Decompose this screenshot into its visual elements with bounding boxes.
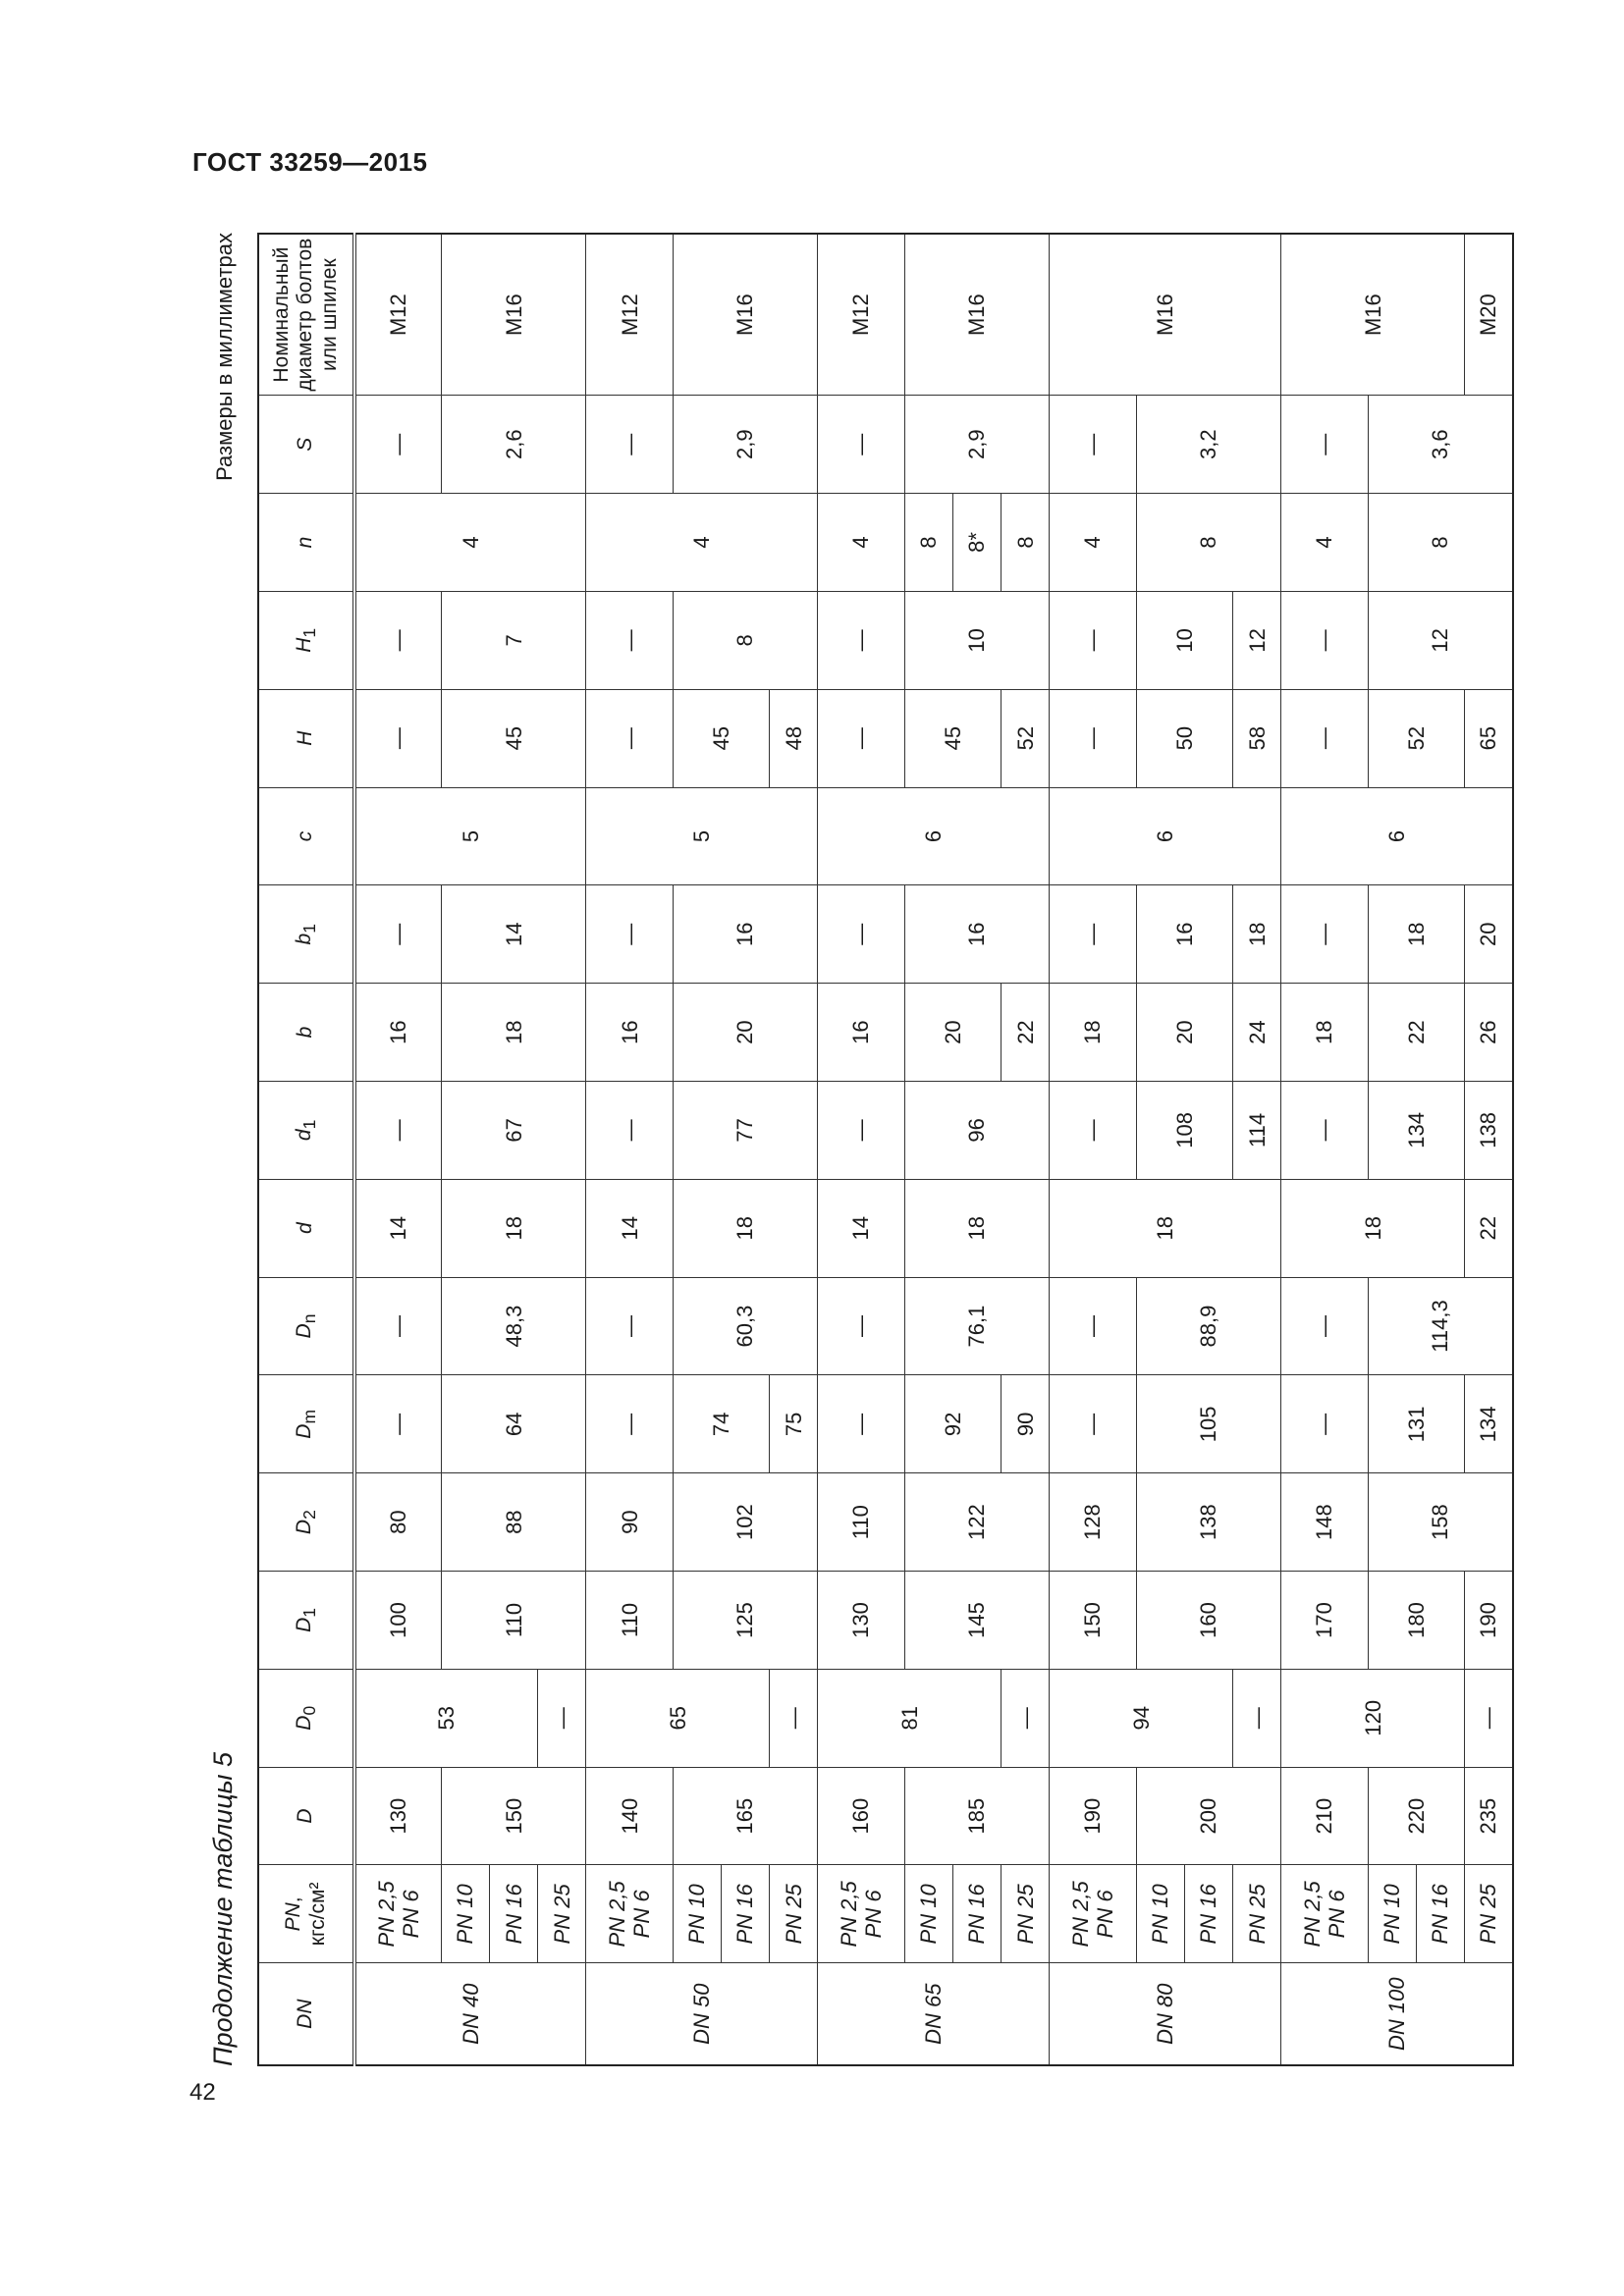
cell-d: 18 [673,1179,818,1277]
page-header-title: ГОСТ 33259—2015 [192,147,428,177]
cell-Dm: 90 [1001,1375,1050,1473]
cell-S: — [354,396,441,494]
cell-Dn: — [586,1277,673,1375]
cell-D1: 110 [586,1572,673,1670]
pn-cell: PN 16 [953,1865,1001,1963]
cell-b: 18 [1281,984,1368,1082]
table-continuation-caption: Продолжение таблицы 5 [208,1751,238,2066]
cell-n: 8 [904,494,952,592]
cell-H: 48 [770,689,818,787]
cell-b: 24 [1233,984,1281,1082]
cell-d: 18 [1281,1179,1465,1277]
cell-D1: 145 [904,1572,1050,1670]
cell-D2: 90 [586,1473,673,1572]
dn-cell: DN 40 [354,1963,586,2065]
pn-cell: PN 2,5 PN 6 [354,1865,441,1963]
cell-b1: — [1050,885,1136,984]
cell-Dm: — [354,1375,441,1473]
pn-cell: PN 16 [1184,1865,1232,1963]
cell-H: 65 [1465,689,1513,787]
cell-D1: 110 [441,1572,586,1670]
cell-n: 4 [586,494,818,592]
header-D: D [258,1767,354,1865]
pn-cell: PN 10 [1136,1865,1184,1963]
cell-b1: — [1281,885,1368,984]
cell-D1: 150 [1050,1572,1136,1670]
cell-Dn: — [818,1277,904,1375]
header-b1: $b_1$ [258,885,354,984]
cell-D0: 81 [818,1669,1001,1767]
cell-H1: — [586,591,673,689]
cell-n: 4 [818,494,904,592]
cell-H1: 12 [1368,591,1513,689]
cell-Dn: — [1281,1277,1368,1375]
cell-Dn: — [1050,1277,1136,1375]
cell-n: 8 [1368,494,1513,592]
cell-b1: 16 [673,885,818,984]
cell-D0: — [1001,1669,1050,1767]
page-number: 42 [189,2079,216,2106]
cell-H1: 8 [673,591,818,689]
pn-cell: PN 16 [1416,1865,1464,1963]
pn-cell: PN 16 [490,1865,538,1963]
table-row [354,234,441,2065]
dn-cell: DN 50 [586,1963,818,2065]
table-row [1136,234,1184,2065]
cell-n: 8 [1001,494,1050,592]
cell-Dm: 75 [770,1375,818,1473]
cell-H: 45 [673,689,769,787]
cell-D0: — [538,1669,586,1767]
cell-D0: 120 [1281,1669,1465,1767]
cell-Dm: 74 [673,1375,769,1473]
cell-d1: 67 [441,1081,586,1179]
flange-dimensions-table [257,233,1514,2066]
header-n: n [258,494,354,592]
cell-bolt: M12 [818,234,904,396]
pn-cell: PN 25 [1001,1865,1050,1963]
cell-D1: 160 [1136,1572,1281,1670]
header-row [258,234,354,2065]
cell-H1: — [818,591,904,689]
cell-d1: — [1050,1081,1136,1179]
cell-D: 160 [818,1767,904,1865]
cell-D: 235 [1465,1767,1513,1865]
cell-bolt: M20 [1465,234,1513,396]
table-row [818,234,904,2065]
cell-S: 2,9 [904,396,1050,494]
cell-D2: 158 [1368,1473,1513,1572]
cell-c: 6 [818,787,1050,885]
cell-D: 220 [1368,1767,1464,1865]
cell-H1: 10 [904,591,1050,689]
cell-H: 50 [1136,689,1232,787]
cell-d1: 138 [1465,1081,1513,1179]
header-S: S [258,396,354,494]
cell-D0: — [770,1669,818,1767]
cell-D2: 128 [1050,1473,1136,1572]
cell-Dn: 48,3 [441,1277,586,1375]
cell-D1: 100 [354,1572,441,1670]
cell-n: 4 [1281,494,1368,592]
cell-H: 45 [904,689,1001,787]
cell-H1: 7 [441,591,586,689]
cell-bolt: M12 [354,234,441,396]
cell-D2: 102 [673,1473,818,1572]
dn-cell: DN 80 [1050,1963,1281,2065]
cell-d: 14 [818,1179,904,1277]
cell-H: 58 [1233,689,1281,787]
cell-b1: — [818,885,904,984]
cell-D1: 125 [673,1572,818,1670]
cell-b: 20 [673,984,818,1082]
cell-D2: 122 [904,1473,1050,1572]
cell-Dn: 76,1 [904,1277,1050,1375]
pn-cell: PN 10 [904,1865,952,1963]
pn-cell: PN 10 [441,1865,489,1963]
units-caption: Размеры в миллиметрах [212,233,237,481]
cell-c: 5 [586,787,818,885]
cell-d1: 96 [904,1081,1050,1179]
cell-b1: — [586,885,673,984]
cell-D1: 180 [1368,1572,1464,1670]
cell-b: 16 [818,984,904,1082]
pn-cell: PN 2,5 PN 6 [1281,1865,1368,1963]
cell-d1: 134 [1368,1081,1464,1179]
cell-D: 150 [441,1767,586,1865]
cell-d1: 108 [1136,1081,1232,1179]
cell-c: 5 [354,787,586,885]
pn-cell: PN 16 [722,1865,770,1963]
cell-H: — [354,689,441,787]
cell-Dm: — [586,1375,673,1473]
cell-S: — [586,396,673,494]
cell-Dm: 92 [904,1375,1001,1473]
cell-H: 52 [1001,689,1050,787]
cell-b1: 18 [1233,885,1281,984]
cell-D2: 80 [354,1473,441,1572]
cell-d1: — [586,1081,673,1179]
pn-cell: PN 25 [770,1865,818,1963]
table-row [586,234,673,2065]
header-Dm: $D_m$ [258,1375,354,1473]
cell-Dm: — [1281,1375,1368,1473]
cell-S: 2,6 [441,396,586,494]
cell-d: 22 [1465,1179,1513,1277]
cell-d1: — [1281,1081,1368,1179]
cell-D1: 130 [818,1572,904,1670]
cell-b: 22 [1001,984,1050,1082]
cell-bolt: M12 [586,234,673,396]
header-c: c [258,787,354,885]
cell-Dn: 60,3 [673,1277,818,1375]
cell-D1: 190 [1465,1572,1513,1670]
pn-cell: PN 25 [1233,1865,1281,1963]
header-d: d [258,1179,354,1277]
dn-cell: DN 65 [818,1963,1050,2065]
cell-S: — [1050,396,1136,494]
cell-Dm: 105 [1136,1375,1281,1473]
cell-D2: 88 [441,1473,586,1572]
cell-b: 16 [586,984,673,1082]
cell-S: — [1281,396,1368,494]
header-bolt-diameter: Номинальный диаметр болтов или шпилек [258,234,354,396]
cell-H1: — [1050,591,1136,689]
cell-b1: — [354,885,441,984]
cell-Dm: 131 [1368,1375,1464,1473]
cell-S: 3,2 [1136,396,1281,494]
cell-Dm: — [818,1375,904,1473]
cell-H1: 12 [1233,591,1281,689]
cell-n: 4 [354,494,586,592]
cell-H1: — [354,591,441,689]
cell-d: 18 [441,1179,586,1277]
pn-cell: PN 25 [1465,1865,1513,1963]
cell-D: 200 [1136,1767,1281,1865]
cell-Dm: 134 [1465,1375,1513,1473]
cell-n: 8 [1136,494,1281,592]
cell-b: 22 [1368,984,1464,1082]
cell-d1: 114 [1233,1081,1281,1179]
cell-bolt: M16 [904,234,1050,396]
cell-H: — [1050,689,1136,787]
pn-cell: PN 10 [673,1865,721,1963]
cell-Dn: — [354,1277,441,1375]
header-Dn: $D_n$ [258,1277,354,1375]
cell-Dn: 114,3 [1368,1277,1513,1375]
cell-bolt: M16 [441,234,586,396]
cell-D1: 170 [1281,1572,1368,1670]
cell-D: 210 [1281,1767,1368,1865]
cell-b1: 14 [441,885,586,984]
cell-b: 18 [441,984,586,1082]
cell-d: 14 [586,1179,673,1277]
cell-D0: 94 [1050,1669,1233,1767]
cell-b1: 18 [1368,885,1464,984]
header-D2: $D_2$ [258,1473,354,1572]
cell-D2: 110 [818,1473,904,1572]
cell-c: 6 [1281,787,1513,885]
cell-b1: 20 [1465,885,1513,984]
cell-d1: — [818,1081,904,1179]
cell-D0: — [1465,1669,1513,1767]
cell-H: — [586,689,673,787]
cell-H: 52 [1368,689,1464,787]
cell-H1: — [1281,591,1368,689]
cell-n: 4 [1050,494,1136,592]
cell-D: 190 [1050,1767,1136,1865]
table-row [1050,234,1136,2065]
cell-S: 2,9 [673,396,818,494]
cell-Dn: 88,9 [1136,1277,1281,1375]
header-H: H [258,689,354,787]
table-row [1368,234,1416,2065]
cell-b: 20 [1136,984,1232,1082]
cell-D2: 138 [1136,1473,1281,1572]
cell-b1: 16 [904,885,1050,984]
cell-H: — [818,689,904,787]
cell-Dm: 64 [441,1375,586,1473]
pn-cell: PN 2,5 PN 6 [818,1865,904,1963]
cell-S: 3,6 [1368,396,1513,494]
cell-D: 165 [673,1767,818,1865]
header-dn: DN [258,1963,354,2065]
cell-b: 26 [1465,984,1513,1082]
cell-bolt: M16 [1281,234,1465,396]
table-row [1281,234,1368,2065]
cell-D: 140 [586,1767,673,1865]
cell-H1: 10 [1136,591,1232,689]
cell-n: 8* [953,494,1001,592]
cell-bolt: M16 [673,234,818,396]
cell-d: 14 [354,1179,441,1277]
cell-b: 18 [1050,984,1136,1082]
pn-cell: PN 10 [1368,1865,1416,1963]
cell-D0: — [1233,1669,1281,1767]
cell-H: 45 [441,689,586,787]
pn-cell: PN 2,5 PN 6 [1050,1865,1136,1963]
header-b: b [258,984,354,1082]
cell-H: — [1281,689,1368,787]
pn-cell: PN 2,5 PN 6 [586,1865,673,1963]
cell-c: 6 [1050,787,1281,885]
dn-cell: DN 100 [1281,1963,1513,2065]
cell-b: 16 [354,984,441,1082]
cell-D0: 65 [586,1669,770,1767]
cell-Dm: — [1050,1375,1136,1473]
cell-d1: 77 [673,1081,818,1179]
cell-D2: 148 [1281,1473,1368,1572]
pn-cell: PN 25 [538,1865,586,1963]
header-pn: PN, кгс/см² [258,1865,354,1963]
cell-D: 185 [904,1767,1050,1865]
cell-S: — [818,396,904,494]
cell-d: 18 [904,1179,1050,1277]
header-d1: $d_1$ [258,1081,354,1179]
cell-b1: 16 [1136,885,1232,984]
header-H1: $H_1$ [258,591,354,689]
cell-b: 20 [904,984,1001,1082]
cell-d1: — [354,1081,441,1179]
cell-D0: 53 [354,1669,538,1767]
header-D1: $D_1$ [258,1572,354,1670]
table-row [904,234,952,2065]
cell-bolt: M16 [1050,234,1281,396]
cell-d: 18 [1050,1179,1281,1277]
header-D0: $D_0$ [258,1669,354,1767]
cell-D: 130 [354,1767,441,1865]
rotated-table-block [208,233,1514,2066]
